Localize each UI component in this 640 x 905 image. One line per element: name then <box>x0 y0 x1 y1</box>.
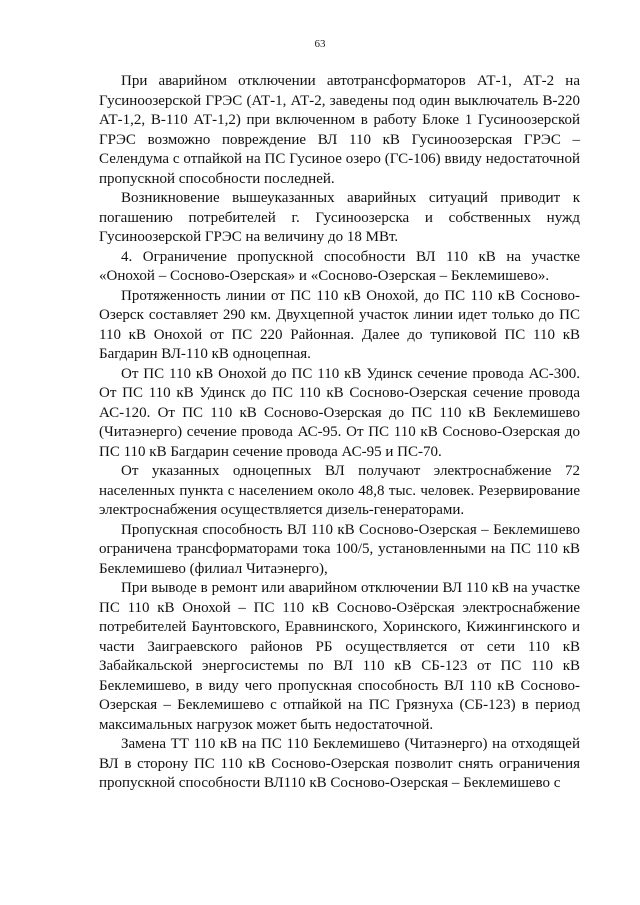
paragraph-wire-sections: От ПС 110 кВ Онохой до ПС 110 кВ Удинск сечение провода АС-300. От ПС 110 кВ Удинск до ПС 110 кВ Сосново-Озерская сечение провода АС-120. От ПС 110 кВ Сосново-Озерская до ПС 110 кВ Беклемишево (Читаэнерго) сечение провода АС-95. От ПС 110 кВ Сосново-Озерская до ПС 110 кВ Багдарин сечение провода АС-95 и ПС-70. <box>99 365 580 460</box>
paragraph-settlements-supply: От указанных одноцепных ВЛ получают электроснабжение 72 населенных пункта с населением около 48,8 тыс. человек. Резервирование электроснабжения осуществляется дизель-генераторами. <box>99 463 580 518</box>
paragraph-repair-outage: При выводе в ремонт или аварийном отключении ВЛ 110 кВ на участке ПС 110 кВ Онохой – ПС 110 кВ Сосново-Озёрская электроснабжение потребителей Баунтовского, Еравнинского, Хоринского, Кижингинского и части Заиграевского районов РБ осуществляется от сети 110 кВ Забайкальской энергосистемы по ВЛ 110 кВ СБ-123 от ПС 110 кВ Беклемишево, в виду чего пропускная способность ВЛ 110 кВ Сосново-Озерская – Беклемишево с отпайкой на ПС Грязнуха (СБ-123) в период максимальных нагрузок может быть недостаточной. <box>99 580 580 733</box>
paragraph-capacity-constraint: Пропускная способность ВЛ 110 кВ Сосново-Озерская – Беклемишево ограничена трансформаторами тока 100/5, установленными на ПС 110 кВ Беклемишево (филиал Читаэнерго), <box>99 521 580 577</box>
section-heading-capacity-limit: 4. Ограничение пропускной способности ВЛ 110 кВ на участке «Онохой – Сосново-Озерская» и «Сосново-Озерская – Беклемишево». <box>99 248 580 284</box>
document-body <box>99 72 580 794</box>
paragraph-line-length: Протяженность линии от ПС 110 кВ Онохой, до ПС 110 кВ Сосново-Озерск составляет 290 км. Двухцепной участок линии идет только до ПС 110 кВ Онохой от ПС 220 Районная. Далее до тупиковой ПС 110 кВ Багдарин ВЛ-110 кВ одноцепная. <box>99 287 580 362</box>
page-number: 63 <box>314 38 326 50</box>
paragraph-consumer-outage: Возникновение вышеуказанных аварийных ситуаций приводит к погашению потребителей г. Гусиноозерска и собственных нужд Гусиноозерской ГРЭС на величину до 18 МВт. <box>99 190 580 245</box>
paragraph-autotransformer-failure: При аварийном отключении автотрансформаторов АТ-1, АТ-2 на Гусиноозерской ГРЭС (АТ-1, АТ-2, заведены под один выключатель В-220 АТ-1,2, В-110 АТ-1,2) при включенном в работу Блоке 1 Гусиноозерской ГРЭС возможно повреждение ВЛ 110 кВ Гусиноозерская ГРЭС – Селендума с отпайкой на ПС Гусиное озеро (ГС-106) ввиду недостаточной пропускной способности последней. <box>99 73 580 187</box>
paragraph-ct-replacement: Замена ТТ 110 кВ на ПС 110 Беклемишево (Читаэнерго) на отходящей ВЛ в сторону ПС 110 кВ Сосново-Озерская позволит снять ограничения пропускной способности ВЛ110 кВ Сосново-Озерская – Беклемишево с <box>99 736 580 791</box>
